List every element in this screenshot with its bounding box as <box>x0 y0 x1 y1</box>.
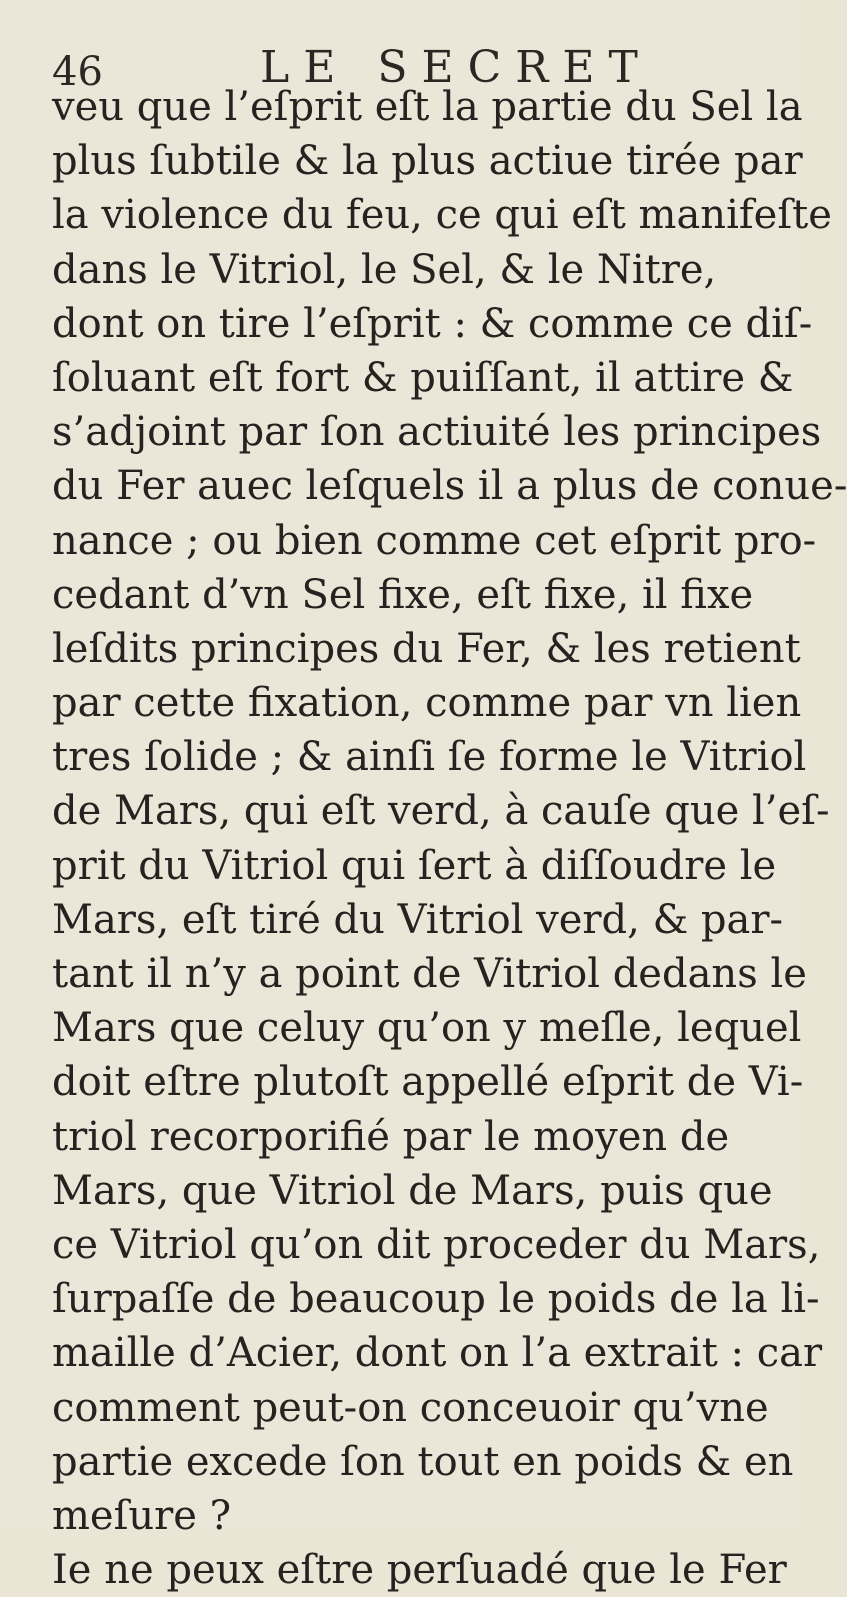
text-line: Mars, eſt tiré du Vitriol verd, & par- <box>52 896 783 943</box>
text-line: tant il n’y a point de Vitriol dedans le <box>52 951 807 997</box>
body-text <box>52 80 847 1597</box>
text-line: prit du Vitriol qui ſert à diſſoudre le <box>52 842 777 889</box>
text-line: doit eſtre plutoſt appellé eſprit de Vi- <box>52 1059 804 1106</box>
text-line: comment peut-on conceuoir qu’vne <box>52 1384 769 1431</box>
text-line: plus ſubtile & la plus actiue tirée par <box>52 138 803 185</box>
text-line: par cette fixation, comme par vn lien <box>52 680 802 727</box>
text-line: dans le Vitriol, le Sel, & le Nitre, <box>52 246 717 293</box>
text-line: meſure ? <box>52 1492 232 1539</box>
text-line: du Fer auec leſquels il a plus de conue- <box>52 463 847 510</box>
text-line: s’adjoint par ſon actiuité les principes <box>52 409 822 456</box>
text-line: tres ſolide ; & ainſi ſe forme le Vitriol <box>52 734 807 781</box>
text-line: nance ; ou bien comme cet eſprit pro- <box>52 517 817 564</box>
text-line: partie excede ſon tout en poids & en <box>52 1438 794 1485</box>
text-line: Mars que celuy qu’on y meſle, lequel <box>52 1005 802 1052</box>
text-line: Mars, que Vitriol de Mars, puis que <box>52 1167 773 1214</box>
text-line: Ie ne peux eſtre perſuadé que le Fer <box>52 1547 787 1594</box>
text-line: cedant d’vn Sel fixe, eſt fixe, il fixe <box>52 571 754 618</box>
page-number: 46 <box>52 49 103 95</box>
text-line: ſurpaſſe de beaucoup le poids de la li- <box>52 1276 820 1323</box>
running-head: LE SECRET <box>260 42 652 93</box>
text-line: ſoluant eſt fort & puiſſant, il attire & <box>52 354 794 401</box>
text-line: dont on tire l’eſprit : & comme ce diſ- <box>52 300 813 347</box>
text-line: leſdits principes du Fer, & les retient <box>52 625 801 672</box>
text-line: la violence du feu, ce qui eſt manifeſte <box>52 192 832 239</box>
text-line: de Mars, qui eſt verd, à cauſe que l’eſ- <box>52 788 830 835</box>
text-line: triol recorporifié par le moyen de <box>52 1113 730 1160</box>
text-line: maille d’Acier, dont on l’a extrait : car <box>52 1330 823 1377</box>
text-line: veu que l’eſprit eſt la partie du Sel la <box>52 84 803 130</box>
text-line: ce Vitriol qu’on dit proceder du Mars, <box>52 1221 821 1268</box>
